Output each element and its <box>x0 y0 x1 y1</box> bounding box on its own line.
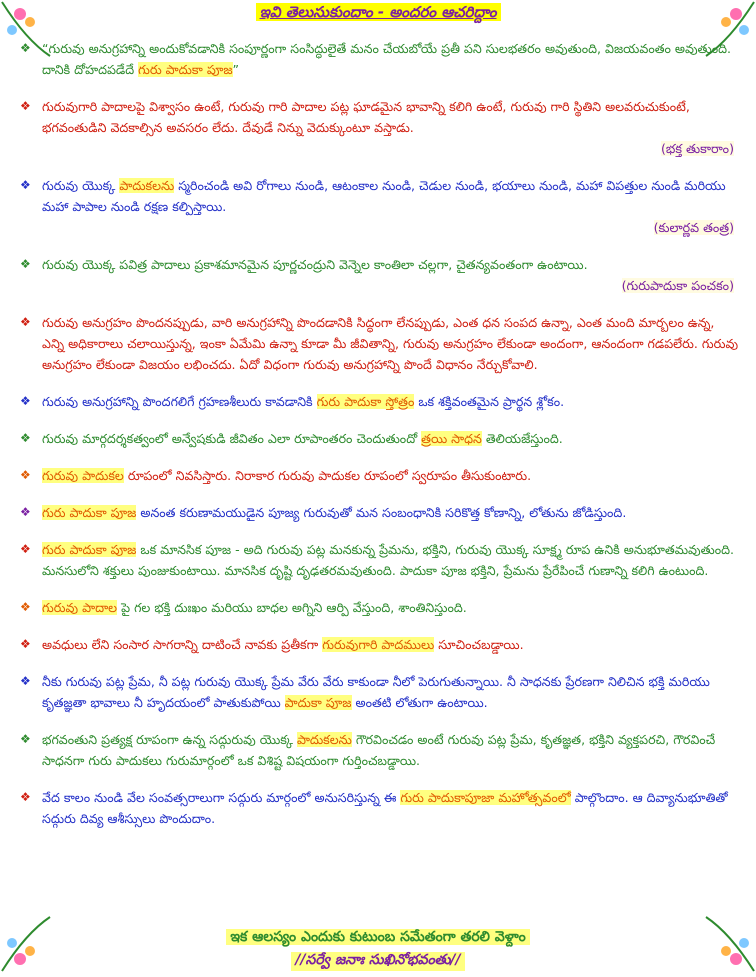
list-item <box>20 254 738 296</box>
item-text-tail: గౌరవించడం అంటే గురువు పట్ల ప్రేమ, కృతజ్ఞత, భక్తిని వ్యక్తపరచి, గౌరవించే సాధనగా గురు పాదుకలు గురుమార్గంలో ఒక విశిష్ట విషయంగా గుర్తించబడ్డాయి. <box>42 732 716 768</box>
bullet-icon: ❖ <box>20 674 31 688</box>
bullet-icon: ❖ <box>20 637 31 651</box>
list-item <box>20 175 738 238</box>
footer-line-2: //సర్వే జనాః సుఖినోభవంతు// <box>291 952 464 971</box>
item-text-tail: ఒక మానసిక పూజ - అది గురువు పట్ల మనకున్న ప్రేమను, భక్తిని, గురువు యొక్క సూక్ష్మ రూప ఉనికి అనుభూతమవుతుంది. మనసులోని శక్తులు పుంజుకుంటాయి. మానసిక దృష్టి దృఢతరమవుతుంది. పాదుకా పూజ భక్తిని, ప్రేమను ప్రేరేపించే గుణాన్ని కలిగి ఉంటుంది. <box>42 542 735 578</box>
item-highlight: గురు పాదుకా పూజ <box>138 62 233 77</box>
item-text: గురువు యొక్క <box>42 178 120 193</box>
page-title <box>0 2 756 25</box>
bullet-icon: ❖ <box>20 315 31 329</box>
bullet-icon: ❖ <box>20 468 31 482</box>
bullet-list <box>20 38 738 829</box>
item-highlight: గురువు పాదాల <box>42 600 118 615</box>
item-text-tail: ” <box>232 62 240 77</box>
item-highlight: త్రయి సాధన <box>421 431 482 446</box>
list-item <box>20 96 738 159</box>
item-text: గురువు యొక్క పవిత్ర పాదాలు ప్రకాశమానమైన పూర్ణచంద్రుని వెన్నెల కాంతిలా చల్లగా, చైతన్యవంతంగా ఉంటాయి. <box>42 257 588 272</box>
list-item <box>20 502 738 523</box>
item-text-tail: సూచించబడ్డాయి. <box>434 637 524 652</box>
item-highlight: గురు పాదుకా స్తోత్రం <box>316 394 415 409</box>
bullet-icon: ❖ <box>20 505 31 519</box>
item-highlight: గురువు పాదుకల <box>42 468 124 483</box>
item-text: నీకు గురువు పట్ల ప్రేమ, నీ పట్ల గురువు యొక్క ప్రేమ వేరు వేరు కాకుండా నీలో పెరుగుతున్నాయి. నీ సాధనకు ప్రేరణగా నిలిచిన భక్తి మరియు కృతజ్ఞతా భావాలు నీ హృదయంలో పాతుకుపోయి <box>42 674 710 710</box>
footer-line-1: ఇక ఆలస్యం ఎందుకు కుటుంబ సమేతంగా తరలి వెళ్దాం <box>226 929 529 945</box>
item-text: భగవంతుని ప్రత్యక్ష రూపంగా ఉన్న సద్గురువు యొక్క <box>42 732 297 747</box>
list-item <box>20 312 738 375</box>
item-text-tail: స్మరించండి అవి రోగాలు నుండి, ఆటంకాల నుండి, చెడుల నుండి, భయాలు నుండి, మహా విపత్తుల నుండి మరియు మహా పాపాల నుండి రక్షణ కల్పిస్తాయి. <box>42 178 726 214</box>
list-item <box>20 597 738 618</box>
item-text: వేద కాలం నుండి వేల సంవత్సరాలుగా సద్గురు మార్గంలో అనుసరిస్తున్న ఈ <box>42 790 401 805</box>
footer <box>0 929 756 971</box>
item-highlight: గురువుగారి పాదములు <box>322 637 435 652</box>
item-highlight: పాదుకా పూజ <box>284 695 352 710</box>
bullet-icon: ❖ <box>20 732 31 746</box>
item-source: (కులార్ణవ తంత్ర) <box>653 220 734 235</box>
item-text-tail: ఒక శక్తివంతమైన ప్రార్థన శ్లోకం. <box>414 394 565 409</box>
item-text: గురువు అనుగ్రహాన్ని పొందగలిగే గ్రహణశీలురు కావడానికి <box>42 394 317 409</box>
item-text: గురువు మార్గదర్శకత్వంలో అన్వేషకుడి జీవితం ఎలా రూపాంతరం చెందుతుందో <box>42 431 422 446</box>
list-item <box>20 787 738 829</box>
bullet-icon: ❖ <box>20 394 31 408</box>
item-text: అవధులు లేని సంసార సాగరాన్ని దాటించే నావకు ప్రతీకగా <box>42 637 323 652</box>
item-highlight: పాదుకలను <box>119 178 175 193</box>
list-item <box>20 38 738 80</box>
list-item <box>20 671 738 713</box>
item-text-tail: పై గల భక్తి దుఃఖం మరియు బాధల అగ్నిని ఆర్పి వేస్తుంది, శాంతినిస్తుంది. <box>117 600 467 615</box>
list-item <box>20 465 738 486</box>
bullet-icon: ❖ <box>20 257 31 271</box>
item-text-tail: తెలియజేస్తుంది. <box>481 431 563 446</box>
bullet-icon: ❖ <box>20 431 31 445</box>
bullet-icon: ❖ <box>20 542 31 556</box>
list-item <box>20 729 738 771</box>
list-item <box>20 428 738 449</box>
bullet-icon: ❖ <box>20 178 31 192</box>
list-item <box>20 539 738 581</box>
bullet-icon: ❖ <box>20 600 31 614</box>
item-text-tail: రూపంలో నివసిస్తారు. నిరాకార గురువు పాదుకల రూపంలో స్వరూపం తీసుకుంటారు. <box>123 468 532 483</box>
bullet-icon: ❖ <box>20 41 31 55</box>
item-text-tail: అంతటి లోతుగా ఉంటాయి. <box>351 695 488 710</box>
item-highlight: గురు పాదుకా పూజ <box>42 505 137 520</box>
item-text-tail: పాల్గొందాం. ఆ దివ్యానుభూతితో సద్గురు దివ్య ఆశీస్సులు పొందుదాం. <box>42 790 728 826</box>
item-text-tail: అనంత కరుణామయుడైన పూజ్య గురువుతో మన సంబంధానికి సరికొత్త కోణాన్ని, లోతును జోడిస్తుంది. <box>136 505 627 520</box>
item-highlight: పాదుకలను <box>296 732 352 747</box>
item-text: గురువు అనుగ్రహం పొందనప్పుడు, వారి అనుగ్రహాన్ని పొందడానికి సిద్ధంగా లేనప్పుడు, ఎంత ధన సంపద ఉన్నా, ఎంత మంది మార్బలం ఉన్న, ఎన్ని అధికారాలు చలాయిస్తున్న, ఇంకా ఏమేమి ఉన్నా కూడా మీ జీవితాన్ని, గురువు అనుగ్రహం లేకుండా అందంగా, ఆనందంగా గడపలేరు. గురువు అనుగ్రహం లేకుండా విజయం లభించదు. ఏదో విధంగా గురువు అనుగ్రహాన్ని పొందే విధానం నేర్చుకోవాలి. <box>42 315 739 372</box>
item-highlight: గురు పాదుకా పూజ <box>42 542 137 557</box>
list-item <box>20 634 738 655</box>
item-source: (భక్త తుకారాం) <box>661 141 734 156</box>
item-text: గురువుగారి పాదాలపై విశ్వాసం ఉంటే, గురువు గారి పాదాల పట్ల ఘాడమైన భావాన్ని కలిగి ఉంటే, గురువు గారి స్థితిని అలవరుచుకుంటే, భగవంతుడిని వెదకాల్సిన అవసరం లేదు. దేవుడే నిన్ను వెదుక్కుంటూ వస్తాడు. <box>42 99 690 135</box>
item-text: “గురువు అనుగ్రహాన్ని అందుకోవడానికి సంపూర్ణంగా సంసిద్ధులైతే మనం చేయబోయే ప్రతీ పని సులభతరం అవుతుంది, విజయవంతం అవుతుంది. దానికి దోహదపడేదే <box>42 41 731 77</box>
page-title-text: ఇవి తెలుసుకుందాం - అందరం ఆచరిద్దాం <box>256 3 501 21</box>
item-highlight: గురు పాదుకాపూజా మహోత్సవంలో <box>400 790 571 805</box>
bullet-icon: ❖ <box>20 790 31 804</box>
bullet-icon: ❖ <box>20 99 31 113</box>
item-source: (గురుపాదుకా పంచకం) <box>621 278 734 293</box>
list-item <box>20 391 738 412</box>
